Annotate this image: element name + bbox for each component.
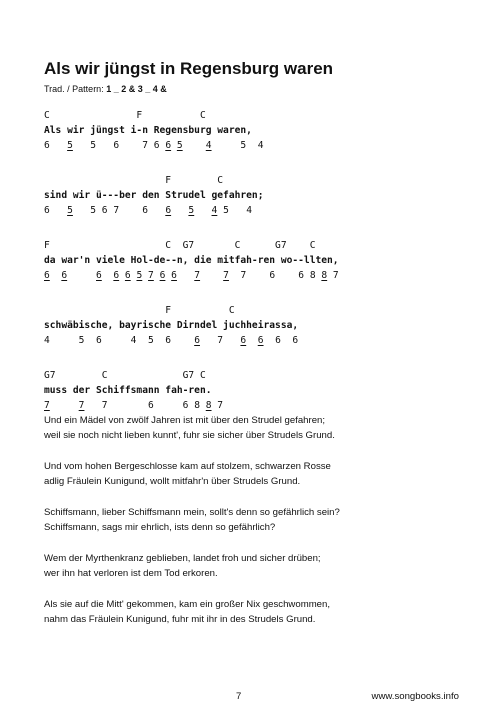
lyric-line: da war'n viele Hol-de--n, die mitfah-ren wo--llten, [44, 255, 339, 266]
number-notation-line [44, 203, 464, 218]
note-segment [67, 270, 96, 281]
underlined-note: 6 [44, 270, 50, 281]
stanza-line: Schiffsmann, sags mir ehrlich, ists denn so gefährlich? [44, 522, 276, 533]
verse-block [44, 108, 464, 153]
chord-line: G7 C G7 C [44, 370, 206, 381]
additional-stanzas [44, 413, 464, 643]
underlined-note: 6 [171, 270, 177, 281]
stanza [44, 597, 464, 627]
underlined-note: 6 [113, 270, 120, 281]
note-segment [194, 205, 211, 216]
number-notation-line [44, 398, 464, 413]
song-verses [44, 108, 464, 433]
stanza-line: Wem der Myrthenkranz geblieben, landet froh und sicher drüben; [44, 553, 321, 564]
stanza [44, 459, 464, 489]
song-title: Als wir jüngst in Regensburg waren [44, 59, 334, 78]
stanza-line: wer ihn hat verloren ist dem Tod erkoren. [44, 568, 218, 579]
underlined-note: 6 [159, 270, 166, 281]
note-segment [171, 205, 188, 216]
underlined-note: 6 [257, 335, 264, 346]
note-segment: 7 [211, 400, 224, 411]
underlined-note: 7 [44, 400, 50, 411]
stanza-line: Und vom hohen Bergeschlosse kam auf stolzem, schwarzen Rosse [44, 461, 331, 472]
underlined-note: 7 [148, 270, 154, 281]
stanza-line: Und ein Mädel von zwölf Jahren ist mit über den Strudel gefahren; [44, 415, 326, 426]
note-segment: 5 4 [211, 140, 264, 151]
note-segment: 7 [327, 270, 339, 281]
note-segment [200, 270, 223, 281]
underlined-note: 6 [165, 140, 172, 151]
number-notation-line [44, 268, 464, 283]
number-notation-line [44, 333, 464, 348]
underlined-note: 4 [205, 140, 212, 151]
lyric-line: sind wir ü---ber den Strudel gefahren; [44, 190, 264, 201]
number-notation-line [44, 138, 464, 153]
note-segment: 7 6 6 8 [228, 270, 322, 281]
stanza-line: Schiffsmann, lieber Schiffsmann mein, sollt's denn so gefährlich sein? [44, 507, 340, 518]
verse-block [44, 238, 464, 283]
verse-block [44, 368, 464, 413]
lyric-line: muss der Schiffsmann fah-ren. [44, 385, 212, 396]
underlined-note: 5 [176, 140, 183, 151]
stanza-line: weil sie noch nicht lieben kunnt', fuhr sie sicher über Strudels Grund. [44, 430, 335, 441]
stanza-line: adlig Fräulein Kunigund, wollt mitfahr'n über Strudels Grund. [44, 476, 301, 487]
stanza-line: nahm das Fräulein Kunigund, fuhr mit ihr in des Strudels Grund. [44, 614, 316, 625]
note-segment [246, 335, 258, 346]
stanza-line: Als sie auf die Mitt' gekommen, kam ein großer Nix geschwommen, [44, 599, 331, 610]
chord-line: F C G7 C G7 C [44, 240, 316, 251]
strumming-pattern: 1 _ 2 & 3 _ 4 & [106, 84, 167, 94]
underlined-note: 4 [211, 205, 218, 216]
verse-block [44, 173, 464, 218]
stanza [44, 505, 464, 535]
stanza [44, 413, 464, 443]
note-segment: 4 5 6 4 5 6 [44, 335, 195, 346]
footer-url: www.songbooks.info [371, 691, 459, 702]
note-segment [183, 140, 206, 151]
underlined-note: 7 [223, 270, 229, 281]
note-segment: 6 [44, 205, 68, 216]
underlined-note: 8 [205, 400, 212, 411]
underlined-note: 6 [165, 205, 172, 216]
note-segment [50, 270, 62, 281]
stanza [44, 551, 464, 581]
note-segment [50, 400, 79, 411]
note-segment: 5 6 7 6 [72, 205, 166, 216]
underlined-note: 6 [240, 335, 247, 346]
underlined-note: 6 [96, 270, 102, 281]
chord-line: F C [44, 305, 235, 316]
song-subtitle [44, 84, 167, 94]
note-segment [177, 270, 194, 281]
verse-block [44, 303, 464, 348]
page-number: 7 [236, 691, 242, 702]
note-segment: 6 [44, 140, 68, 151]
note-segment: 5 6 7 6 [72, 140, 166, 151]
lyric-line: schwäbische, bayrische Dirndel juchheirassa, [44, 320, 299, 331]
underlined-note: 7 [194, 270, 201, 281]
underlined-note: 5 [67, 205, 73, 216]
note-segment: 6 6 [263, 335, 299, 346]
chord-line: C F C [44, 110, 206, 121]
note-segment: 7 [199, 335, 241, 346]
note-segment: 5 4 [217, 205, 252, 216]
chord-line: F C [44, 175, 224, 186]
underlined-note: 6 [124, 270, 131, 281]
underlined-note: 6 [61, 270, 68, 281]
underlined-note: 5 [136, 270, 143, 281]
underlined-note: 5 [67, 140, 73, 151]
subtitle-prefix: Trad. / Pattern: [44, 84, 107, 94]
underlined-note: 7 [78, 400, 85, 411]
underlined-note: 6 [194, 335, 200, 346]
underlined-note: 8 [321, 270, 328, 281]
underlined-note: 5 [188, 205, 195, 216]
note-segment: 7 6 6 8 [84, 400, 206, 411]
lyric-line: Als wir jüngst i-n Regensburg waren, [44, 125, 252, 136]
note-segment [102, 270, 114, 281]
